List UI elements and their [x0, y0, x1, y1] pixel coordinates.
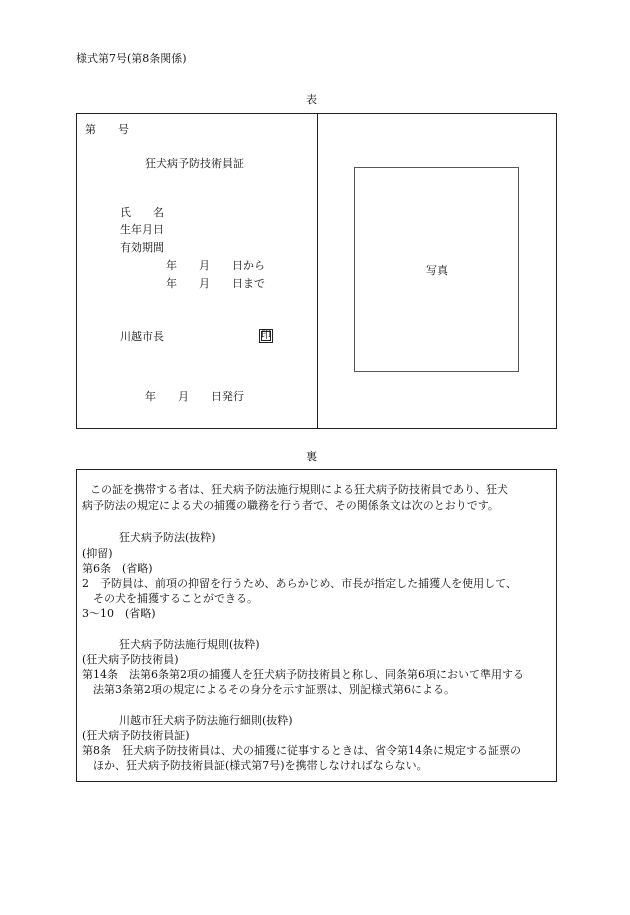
- name-label: 氏 名: [120, 206, 164, 219]
- valid-from: 年 月 日から: [166, 259, 265, 272]
- intro-line-2: 病予防法の規定による犬の捕獲の職務を行う者で、その関係条文は次のとおりです。: [82, 499, 499, 512]
- front-card: [76, 113, 557, 429]
- card-divider: [317, 114, 318, 428]
- issuer-label: 川越市長: [120, 330, 164, 343]
- law2-article14-line2: 法第3条第2項の規定によるその身分を示す証票は、別記様式第6による。: [93, 683, 455, 696]
- law2-subtitle: (狂犬病予防技術員): [82, 653, 179, 666]
- law1-subtitle: (抑留): [82, 547, 113, 560]
- front-heading: 表: [306, 93, 317, 106]
- law1-title: 狂犬病予防法(抜粋): [119, 531, 216, 544]
- seal-mark: [259, 329, 273, 343]
- photo-label: 写真: [426, 264, 448, 277]
- law2-title: 狂犬病予防法施行規則(抜粋): [119, 638, 260, 651]
- card-title: 狂犬病予防技術員証: [145, 157, 244, 170]
- intro-line-1: この証を携帯する者は、狂犬病予防法施行規則による狂犬病予防技術員であり、狂犬: [90, 483, 508, 496]
- back-card: [76, 469, 557, 782]
- photo-area: [354, 167, 519, 372]
- back-heading: 裏: [306, 450, 317, 463]
- law3-title: 川越市狂犬病予防法施行細則(抜粋): [119, 714, 293, 727]
- form-label: 様式第7号(第8条関係): [76, 52, 187, 65]
- law1-paragraph3: 3〜10 (省略): [82, 607, 156, 620]
- validity-label: 有効期間: [120, 241, 164, 254]
- law1-paragraph2-line2: その犬を捕獲することができる。: [93, 592, 258, 605]
- birthdate-label: 生年月日: [120, 223, 164, 236]
- certificate-number-label: 第 号: [85, 123, 129, 136]
- valid-to: 年 月 日まで: [166, 277, 265, 290]
- law3-subtitle: (狂犬病予防技術員証): [82, 729, 190, 742]
- law2-article14-line1: 第14条 法第6条第2項の捕獲人を狂犬病予防技術員と称し、同条第6項において準用する: [82, 668, 524, 681]
- seal-character: 印: [261, 330, 271, 341]
- law3-article8-line1: 第8条 狂犬病予防技術員は、犬の捕獲に従事するときは、省令第14条に規定する証票の: [82, 744, 521, 757]
- law1-article6: 第6条 (省略): [82, 562, 153, 575]
- law1-paragraph2-line1: 2 予防員は、前項の抑留を行うため、あらかじめ、市長が指定した捕獲人を使用して、: [82, 577, 517, 590]
- law3-article8-line2: ほか、狂犬病予防技術員証(様式第7号)を携帯しなければならない。: [93, 759, 428, 772]
- issue-date: 年 月 日発行: [145, 390, 244, 403]
